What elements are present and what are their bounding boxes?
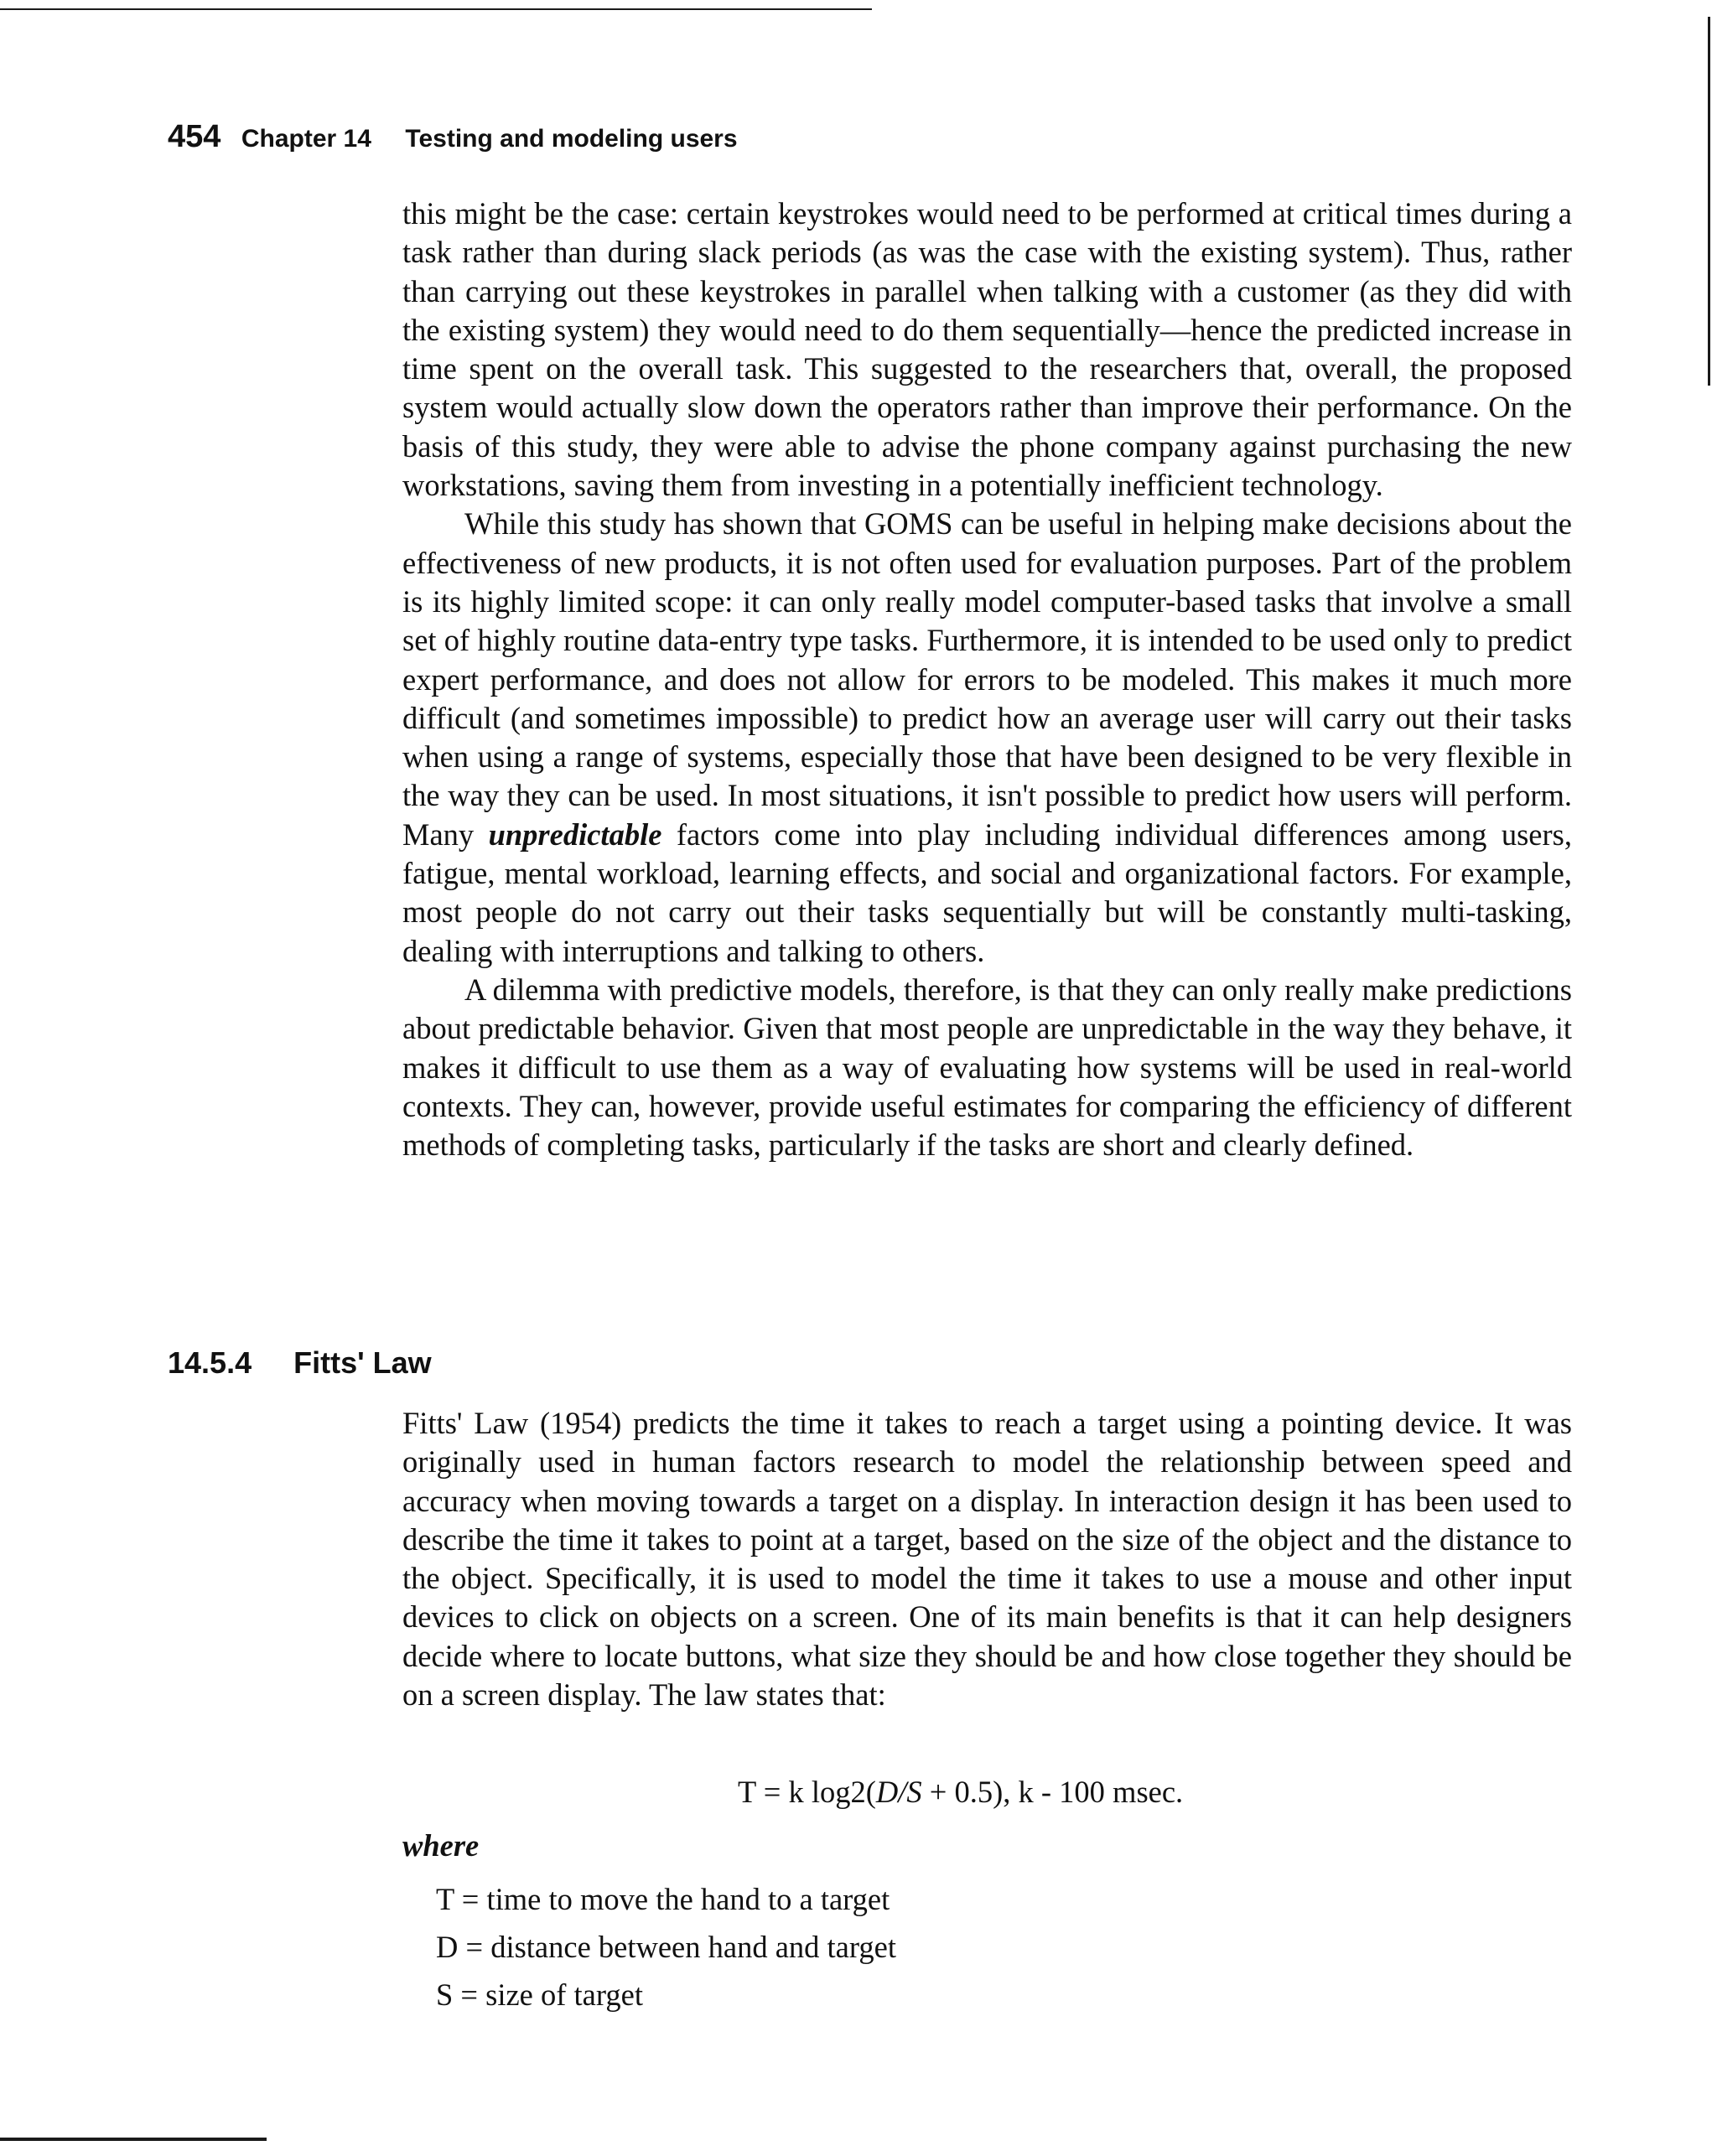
page-number: 454 [168,119,221,154]
section-paragraph: Fitts' Law (1954) predicts the time it takes to reach a target using a pointing device. It was originally used in human factors research to model the relationship between speed and accuracy when moving towards a target on a display. In interaction design it has been used to describe the time it takes to point at a target, based on the size of the object and the distance to the object. Specifically, it is used to model the time it takes to use a mouse and other input devices to click on objects on a screen. One of its main benefits is that it can help designers decide where to locate buttons, what size they should be and how close together they should be on a screen display. The law states that: [402,1406,1572,1713]
fitts-law-formula [738,1774,1183,1810]
definition-s: S = size of target [436,1977,643,2012]
paragraph-text: A dilemma with predictive models, therefore, is that they can only really make predictions about predictable behavior. Given that most people are unpredictable in the way they behave, it makes it difficult to use them as a way of evaluating how systems will be used in real-world contexts. They can, however, provide useful estimates for comparing the efficiency of different methods of completing tasks, particularly if the tasks are short and clearly defined. [402,972,1572,1163]
right-margin-rule [1708,17,1710,386]
paragraph-text: this might be the case: certain keystrokes would need to be performed at critical times during a task rather than during slack periods (as was the case with the existing system). Thus, rather than carrying out these keystrokes in parallel when talking with a customer (as they did with the existing system) they would need to do them sequentially—hence the predicted increase in time spent on the overall task. This suggested to the researchers that, overall, the proposed system would actually slow down the operators rather than improve their performance. On the basis of this study, they were able to advise the phone company against purchasing the new workstations, saving them from investing in a potentially inefficient technology. [402,196,1572,503]
paragraph [402,971,1572,1164]
emphasized-text: unpredictable [488,816,662,852]
top-rule [0,8,872,10]
paragraph-text: factors come into play including individual differences among users, fatigue, mental workload, learning effects, and social and organizational factors. For example, most people do not carry out their tasks sequentially but will be constantly multi-tasking, dealing with interruptions and talking to others. [402,816,1572,968]
definition-t: T = time to move the hand to a target [436,1882,890,1916]
paragraph [402,505,1572,971]
section-body [402,1404,1572,1714]
bottom-rule [0,2138,267,2141]
formula-rhs: + 0.5), k - 100 msec. [921,1775,1184,1809]
body-text [402,194,1572,1164]
formula-fraction: D/S [875,1775,922,1809]
paragraph [402,194,1572,505]
chapter-label: Chapter 14 [241,125,371,153]
formula-lhs: T = k log2( [738,1775,876,1809]
definition-d: D = distance between hand and target [436,1930,896,1964]
running-head [168,119,738,155]
where-label: where [402,1828,480,1863]
section-title: Fitts' Law [293,1345,432,1380]
paragraph-text: While this study has shown that GOMS can be useful in helping make decisions about the effectiveness of new products, it is not often used for evaluation purposes. Part of the problem is its highly limited scope: it can only really model computer-based tasks that involve a small set of highly routine data-entry type tasks. Furthermore, it is intended to be used only to predict expert performance, and does not allow for errors to be modeled. This makes it much more difficult (and sometimes impossible) to predict how an average user will carry out their tasks when using a range of systems, especially those that have been designed to be very flexible in the way they can be used. In most situations, it isn't possible to predict how users will perform. Many [402,506,1572,852]
section-number: 14.5.4 [168,1345,252,1380]
chapter-title: Testing and modeling users [405,125,738,153]
variable-definitions [436,1875,896,2019]
section-heading [168,1345,432,1381]
